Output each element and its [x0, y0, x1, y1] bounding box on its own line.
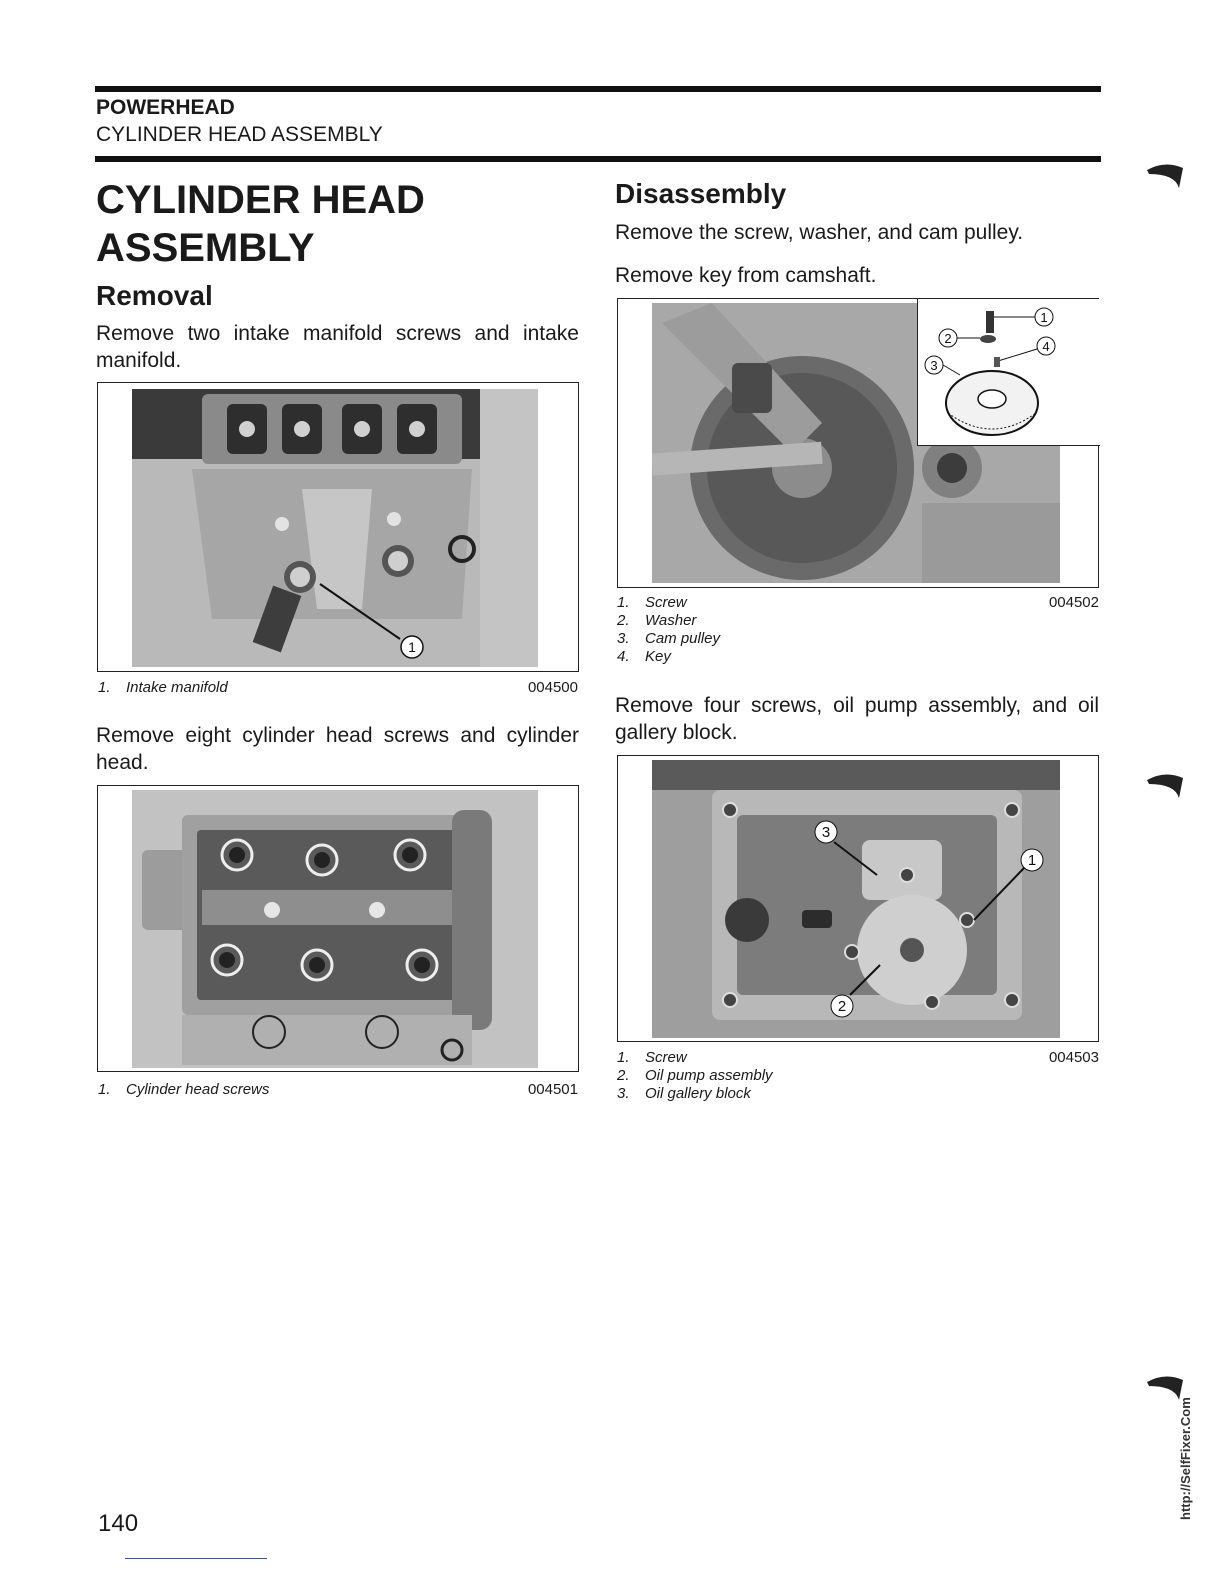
- disassembly-heading: Disassembly: [615, 178, 787, 209]
- figure-cylinder-head: [97, 785, 579, 1072]
- running-head-subsection: CYLINDER HEAD ASSEMBLY: [96, 123, 383, 146]
- removal-step-1: Remove two intake manifold screws and intake manifold.: [96, 322, 579, 372]
- caption-number: 1.: [98, 679, 111, 696]
- caption-item: [617, 612, 1099, 630]
- caption-cylinder-head: [98, 1081, 578, 1099]
- figure-cam-pulley: [617, 298, 1099, 588]
- page-title-line2: ASSEMBLY: [96, 226, 315, 270]
- caption-oil-pump: [617, 1049, 1099, 1103]
- caption-text: Screw: [645, 594, 687, 611]
- page-title-line1: CYLINDER HEAD: [96, 178, 425, 222]
- caption-text: Intake manifold: [126, 679, 228, 696]
- callout-2: 2: [837, 998, 847, 1015]
- callout-1: 1: [408, 639, 416, 655]
- caption-item: [617, 594, 1099, 612]
- photo-intake-manifold: [132, 389, 538, 667]
- caption-number: 2.: [617, 612, 630, 629]
- callout-1: 1: [1027, 852, 1037, 869]
- figure-intake-manifold: [97, 382, 579, 672]
- watermark-text: http://SelfFixer.Com: [1178, 1397, 1193, 1520]
- caption-intake-manifold: [98, 679, 578, 697]
- caption-number: 2.: [617, 1067, 630, 1084]
- disassembly-step-2: Remove key from camshaft.: [615, 264, 877, 287]
- caption-item: [617, 1049, 1099, 1067]
- inset-exploded-view: [917, 299, 1100, 446]
- caption-text: Cam pulley: [645, 630, 721, 647]
- figure-id: 004501: [527, 1081, 578, 1098]
- binder-tab-mark: [1145, 770, 1187, 800]
- callout-1: 1: [1040, 310, 1048, 325]
- caption-number: 3.: [617, 1085, 630, 1102]
- figure-id: 004503: [1048, 1049, 1099, 1066]
- photo-oil-pump: [652, 760, 1060, 1038]
- binder-tab-mark: [1145, 160, 1187, 190]
- caption-number: 1.: [617, 1049, 630, 1066]
- page-title: [96, 176, 576, 272]
- figure-oil-pump: [617, 755, 1099, 1042]
- caption-number: 1.: [617, 594, 630, 611]
- page-number: 140: [98, 1510, 139, 1537]
- header-rule-top: [95, 86, 1101, 92]
- caption-text: Cylinder head screws: [126, 1081, 270, 1098]
- photo-cylinder-head: [132, 790, 538, 1068]
- caption-item: [617, 648, 1099, 666]
- callout-4: 4: [1042, 339, 1050, 354]
- caption-text: Oil pump assembly: [645, 1067, 773, 1084]
- disassembly-step-3: Remove four screws, oil pump assembly, and oil gallery block.: [615, 694, 1099, 744]
- header-rule-bottom: [95, 156, 1101, 162]
- caption-item: [98, 679, 578, 697]
- caption-item: [617, 1085, 1099, 1103]
- figure-id: 004502: [1048, 594, 1099, 611]
- footer-line: [125, 1558, 267, 1559]
- callout-3: 3: [821, 824, 831, 841]
- disassembly-step-1: Remove the screw, washer, and cam pulley.: [615, 221, 1024, 244]
- callout-2: 2: [944, 331, 952, 346]
- callout-3: 3: [930, 358, 938, 373]
- caption-number: 3.: [617, 630, 630, 647]
- running-head-section: POWERHEAD: [96, 96, 235, 119]
- removal-step-2: Remove eight cylinder head screws and cylinder head.: [96, 724, 579, 774]
- caption-number: 4.: [617, 648, 630, 665]
- caption-number: 1.: [98, 1081, 111, 1098]
- caption-item: [98, 1081, 578, 1099]
- caption-text: Screw: [645, 1049, 687, 1066]
- caption-cam-pulley: [617, 594, 1099, 666]
- figure-id: 004500: [527, 679, 578, 696]
- caption-text: Oil gallery block: [645, 1085, 751, 1102]
- caption-text: Washer: [645, 612, 697, 629]
- removal-heading: Removal: [96, 280, 213, 311]
- caption-item: [617, 1067, 1099, 1085]
- caption-item: [617, 630, 1099, 648]
- caption-text: Key: [645, 648, 671, 665]
